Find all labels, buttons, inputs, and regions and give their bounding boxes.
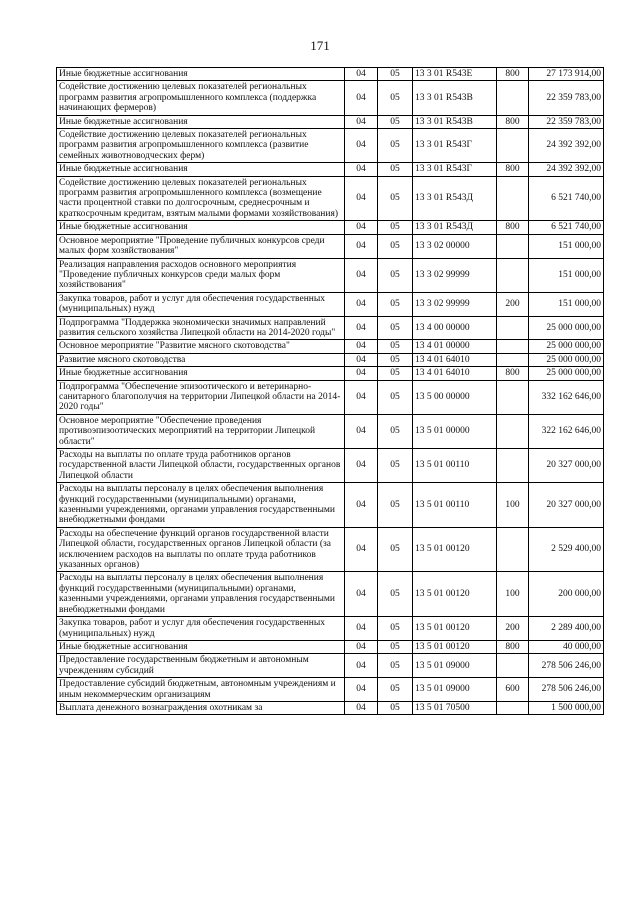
row-expense-type-cell xyxy=(497,527,529,572)
table-row xyxy=(57,340,604,353)
row-sum-cell: 2 289 400,00 xyxy=(529,617,604,641)
row-podrazdel-cell: 05 xyxy=(378,292,413,316)
table-row xyxy=(57,353,604,366)
table-row xyxy=(57,414,604,448)
row-podrazdel-cell: 05 xyxy=(378,163,413,176)
row-sum-cell: 40 000,00 xyxy=(529,640,604,653)
row-expense-type-cell xyxy=(497,654,529,678)
row-target-article-cell: 13 3 02 00000 xyxy=(413,234,497,258)
row-sum-cell: 20 327 000,00 xyxy=(529,449,604,483)
row-podrazdel-cell: 05 xyxy=(378,654,413,678)
row-podrazdel-cell: 05 xyxy=(378,367,413,380)
row-name-cell: Основное мероприятие "Развитие мясного скотоводства" xyxy=(57,340,345,353)
row-target-article-cell: 13 5 01 00120 xyxy=(413,527,497,572)
row-sum-cell: 25 000 000,00 xyxy=(529,367,604,380)
row-target-article-cell: 13 5 01 00110 xyxy=(413,483,497,528)
row-expense-type-cell: 800 xyxy=(497,221,529,234)
row-razdel-cell: 04 xyxy=(345,701,378,714)
row-sum-cell: 25 000 000,00 xyxy=(529,340,604,353)
row-sum-cell: 22 359 783,00 xyxy=(529,81,604,115)
row-expense-type-cell: 200 xyxy=(497,292,529,316)
row-podrazdel-cell: 05 xyxy=(378,176,413,221)
row-sum-cell: 322 162 646,00 xyxy=(529,414,604,448)
table-row xyxy=(57,449,604,483)
table-row xyxy=(57,81,604,115)
row-target-article-cell: 13 3 01 R543В xyxy=(413,81,497,115)
row-name-cell: Содействие достижению целевых показателей региональных программ развития агропромышленного комплекса (развитие семейных животноводческих ферм) xyxy=(57,129,345,163)
table-row xyxy=(57,316,604,340)
table-row xyxy=(57,115,604,128)
row-podrazdel-cell: 05 xyxy=(378,316,413,340)
row-expense-type-cell xyxy=(497,176,529,221)
row-name-cell: Расходы на выплаты персоналу в целях обеспечения выполнения функций государственными (муниципальными) органами, казенными учреждениями, органами управления государственными внебюджетными фондами xyxy=(57,572,345,617)
row-target-article-cell: 13 5 01 09000 xyxy=(413,678,497,702)
row-target-article-cell: 13 3 02 99999 xyxy=(413,292,497,316)
row-name-cell: Развитие мясного скотоводства xyxy=(57,353,345,366)
row-sum-cell: 278 506 246,00 xyxy=(529,678,604,702)
row-name-cell: Иные бюджетные ассигнования xyxy=(57,115,345,128)
row-razdel-cell: 04 xyxy=(345,678,378,702)
row-sum-cell: 278 506 246,00 xyxy=(529,654,604,678)
budget-table-body xyxy=(57,68,604,715)
row-podrazdel-cell: 05 xyxy=(378,449,413,483)
row-target-article-cell: 13 5 01 00120 xyxy=(413,640,497,653)
row-name-cell: Расходы на выплаты персоналу в целях обеспечения выполнения функций государственными (муниципальными) органами, казенными учреждениями, органами управления государственными внебюджетными фондами xyxy=(57,483,345,528)
row-podrazdel-cell: 05 xyxy=(378,353,413,366)
table-row xyxy=(57,129,604,163)
table-row xyxy=(57,527,604,572)
budget-table xyxy=(56,67,604,715)
table-row xyxy=(57,678,604,702)
row-sum-cell: 22 359 783,00 xyxy=(529,115,604,128)
row-expense-type-cell xyxy=(497,353,529,366)
row-name-cell: Расходы на выплаты по оплате труда работников органов государственной власти Липецкой области, государственных органов Липецкой области xyxy=(57,449,345,483)
row-sum-cell: 24 392 392,00 xyxy=(529,163,604,176)
table-row xyxy=(57,654,604,678)
table-row xyxy=(57,234,604,258)
table-row xyxy=(57,640,604,653)
row-target-article-cell: 13 5 01 00000 xyxy=(413,414,497,448)
row-podrazdel-cell: 05 xyxy=(378,527,413,572)
row-name-cell: Иные бюджетные ассигнования xyxy=(57,163,345,176)
row-target-article-cell: 13 3 01 R543В xyxy=(413,115,497,128)
row-name-cell: Предоставление субсидий бюджетным, автономным учреждениям и иным некоммерческим организациям xyxy=(57,678,345,702)
row-name-cell: Основное мероприятие "Проведение публичных конкурсов среди малых форм хозяйствования" xyxy=(57,234,345,258)
row-name-cell: Содействие достижению целевых показателей региональных программ развития агропромышленного комплекса (возмещение части процентной ставки по долгосрочным, среднесрочным и краткосрочным кредитам, взятым малыми формами хозяйствования) xyxy=(57,176,345,221)
row-sum-cell: 2 529 400,00 xyxy=(529,527,604,572)
row-name-cell: Содействие достижению целевых показателей региональных программ развития агропромышленного комплекса (поддержка начинающих фермеров) xyxy=(57,81,345,115)
row-expense-type-cell xyxy=(497,340,529,353)
table-row xyxy=(57,367,604,380)
row-expense-type-cell: 800 xyxy=(497,163,529,176)
row-name-cell: Иные бюджетные ассигнования xyxy=(57,221,345,234)
row-expense-type-cell xyxy=(497,129,529,163)
row-podrazdel-cell: 05 xyxy=(378,340,413,353)
row-podrazdel-cell: 05 xyxy=(378,234,413,258)
row-sum-cell: 25 000 000,00 xyxy=(529,353,604,366)
row-expense-type-cell xyxy=(497,449,529,483)
table-row xyxy=(57,258,604,292)
row-name-cell: Иные бюджетные ассигнования xyxy=(57,640,345,653)
row-name-cell: Подпрограмма "Обеспечение эпизоотического и ветеринарно-санитарного благополучия на территории Липецкой области на 2014-2020 годы" xyxy=(57,380,345,414)
table-row xyxy=(57,483,604,528)
row-podrazdel-cell: 05 xyxy=(378,221,413,234)
row-razdel-cell: 04 xyxy=(345,163,378,176)
row-expense-type-cell: 100 xyxy=(497,572,529,617)
row-expense-type-cell xyxy=(497,234,529,258)
row-razdel-cell: 04 xyxy=(345,115,378,128)
table-row xyxy=(57,221,604,234)
row-razdel-cell: 04 xyxy=(345,129,378,163)
row-sum-cell: 6 521 740,00 xyxy=(529,221,604,234)
row-sum-cell: 27 173 914,00 xyxy=(529,68,604,81)
row-name-cell: Закупка товаров, работ и услуг для обеспечения государственных (муниципальных) нужд xyxy=(57,617,345,641)
row-expense-type-cell: 800 xyxy=(497,640,529,653)
row-razdel-cell: 04 xyxy=(345,176,378,221)
row-name-cell: Иные бюджетные ассигнования xyxy=(57,68,345,81)
row-podrazdel-cell: 05 xyxy=(378,617,413,641)
row-target-article-cell: 13 3 01 R543Д xyxy=(413,176,497,221)
row-podrazdel-cell: 05 xyxy=(378,68,413,81)
table-row xyxy=(57,176,604,221)
row-target-article-cell: 13 3 01 R543Е xyxy=(413,68,497,81)
row-podrazdel-cell: 05 xyxy=(378,129,413,163)
row-sum-cell: 151 000,00 xyxy=(529,292,604,316)
row-expense-type-cell: 800 xyxy=(497,68,529,81)
row-razdel-cell: 04 xyxy=(345,572,378,617)
row-sum-cell: 200 000,00 xyxy=(529,572,604,617)
page-number: 171 xyxy=(310,38,330,53)
table-row xyxy=(57,617,604,641)
row-razdel-cell: 04 xyxy=(345,316,378,340)
row-sum-cell: 151 000,00 xyxy=(529,258,604,292)
row-name-cell: Расходы на обеспечение функций органов государственной власти Липецкой области, государственных органов Липецкой области (за исключением расходов на выплаты по оплате труда работников указанных органов) xyxy=(57,527,345,572)
row-expense-type-cell xyxy=(497,81,529,115)
row-expense-type-cell xyxy=(497,414,529,448)
row-name-cell: Основное мероприятие "Обеспечение проведения противоэпизоотических мероприятий на территории Липецкой области" xyxy=(57,414,345,448)
row-expense-type-cell xyxy=(497,701,529,714)
table-row xyxy=(57,380,604,414)
row-razdel-cell: 04 xyxy=(345,654,378,678)
row-name-cell: Подпрограмма "Поддержка экономически значимых направлений развития сельского хозяйства Липецкой области на 2014-2020 годы" xyxy=(57,316,345,340)
table-row xyxy=(57,292,604,316)
row-sum-cell: 25 000 000,00 xyxy=(529,316,604,340)
row-razdel-cell: 04 xyxy=(345,380,378,414)
row-expense-type-cell: 200 xyxy=(497,617,529,641)
row-target-article-cell: 13 5 01 70500 xyxy=(413,701,497,714)
row-podrazdel-cell: 05 xyxy=(378,678,413,702)
row-razdel-cell: 04 xyxy=(345,258,378,292)
row-target-article-cell: 13 5 00 00000 xyxy=(413,380,497,414)
table-row xyxy=(57,68,604,81)
table-row xyxy=(57,701,604,714)
row-target-article-cell: 13 5 01 00120 xyxy=(413,617,497,641)
row-target-article-cell: 13 3 02 99999 xyxy=(413,258,497,292)
row-expense-type-cell xyxy=(497,380,529,414)
row-target-article-cell: 13 3 01 R543Г xyxy=(413,163,497,176)
row-razdel-cell: 04 xyxy=(345,221,378,234)
row-razdel-cell: 04 xyxy=(345,68,378,81)
row-name-cell: Предоставление государственным бюджетным и автономным учреждениям субсидий xyxy=(57,654,345,678)
row-podrazdel-cell: 05 xyxy=(378,640,413,653)
row-podrazdel-cell: 05 xyxy=(378,258,413,292)
row-sum-cell: 332 162 646,00 xyxy=(529,380,604,414)
row-podrazdel-cell: 05 xyxy=(378,81,413,115)
row-razdel-cell: 04 xyxy=(345,234,378,258)
row-expense-type-cell: 600 xyxy=(497,678,529,702)
row-razdel-cell: 04 xyxy=(345,617,378,641)
row-razdel-cell: 04 xyxy=(345,483,378,528)
row-target-article-cell: 13 3 01 R543Д xyxy=(413,221,497,234)
row-target-article-cell: 13 5 01 00110 xyxy=(413,449,497,483)
row-name-cell: Закупка товаров, работ и услуг для обеспечения государственных (муниципальных) нужд xyxy=(57,292,345,316)
row-sum-cell: 20 327 000,00 xyxy=(529,483,604,528)
row-name-cell: Реализация направления расходов основного мероприятия "Проведение публичных конкурсов среди малых форм хозяйствования" xyxy=(57,258,345,292)
row-podrazdel-cell: 05 xyxy=(378,115,413,128)
row-podrazdel-cell: 05 xyxy=(378,414,413,448)
row-razdel-cell: 04 xyxy=(345,640,378,653)
row-expense-type-cell: 800 xyxy=(497,115,529,128)
row-target-article-cell: 13 4 00 00000 xyxy=(413,316,497,340)
row-expense-type-cell: 100 xyxy=(497,483,529,528)
row-target-article-cell: 13 3 01 R543Г xyxy=(413,129,497,163)
row-razdel-cell: 04 xyxy=(345,353,378,366)
row-razdel-cell: 04 xyxy=(345,449,378,483)
row-podrazdel-cell: 05 xyxy=(378,572,413,617)
row-sum-cell: 151 000,00 xyxy=(529,234,604,258)
row-target-article-cell: 13 4 01 64010 xyxy=(413,353,497,366)
table-row xyxy=(57,163,604,176)
row-name-cell: Выплата денежного вознаграждения охотникам за xyxy=(57,701,345,714)
row-podrazdel-cell: 05 xyxy=(378,380,413,414)
row-razdel-cell: 04 xyxy=(345,414,378,448)
row-podrazdel-cell: 05 xyxy=(378,701,413,714)
row-razdel-cell: 04 xyxy=(345,81,378,115)
row-target-article-cell: 13 4 01 64010 xyxy=(413,367,497,380)
row-target-article-cell: 13 5 01 09000 xyxy=(413,654,497,678)
row-expense-type-cell xyxy=(497,258,529,292)
row-expense-type-cell: 800 xyxy=(497,367,529,380)
row-sum-cell: 1 500 000,00 xyxy=(529,701,604,714)
row-sum-cell: 24 392 392,00 xyxy=(529,129,604,163)
row-sum-cell: 6 521 740,00 xyxy=(529,176,604,221)
row-razdel-cell: 04 xyxy=(345,367,378,380)
row-razdel-cell: 04 xyxy=(345,527,378,572)
row-target-article-cell: 13 5 01 00120 xyxy=(413,572,497,617)
table-row xyxy=(57,572,604,617)
row-razdel-cell: 04 xyxy=(345,340,378,353)
row-razdel-cell: 04 xyxy=(345,292,378,316)
row-expense-type-cell xyxy=(497,316,529,340)
row-podrazdel-cell: 05 xyxy=(378,483,413,528)
row-target-article-cell: 13 4 01 00000 xyxy=(413,340,497,353)
row-name-cell: Иные бюджетные ассигнования xyxy=(57,367,345,380)
